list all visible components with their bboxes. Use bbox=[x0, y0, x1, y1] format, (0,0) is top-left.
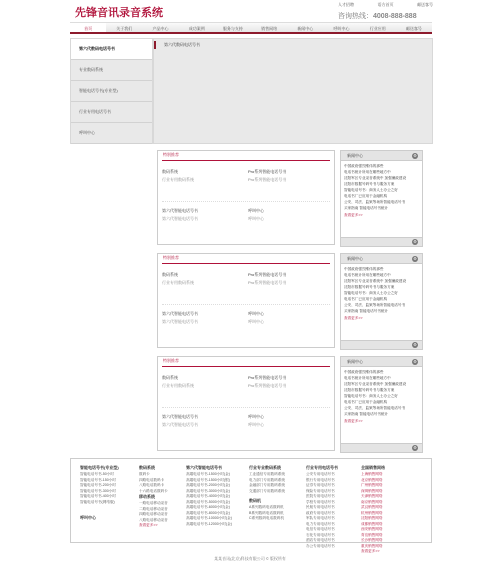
featured-title: 特别推荐 bbox=[163, 358, 179, 363]
news-item[interactable]: 沈阳军区专业录音系统中 加强廉政建设 bbox=[344, 279, 407, 283]
featured-cell[interactable] bbox=[162, 169, 242, 183]
news-item[interactable]: 买家指南 智能电话号书统计 bbox=[344, 412, 389, 416]
footer-link[interactable]: 银行专用电话号书 bbox=[306, 477, 335, 482]
footer-column-title[interactable]: 移动系统 bbox=[139, 494, 155, 499]
footer-link[interactable]: 证券专用电话号书 bbox=[306, 483, 335, 487]
footer-link[interactable]: 智能电话号书-400小时 bbox=[80, 494, 116, 498]
footer-link[interactable]: B系列数码电话数码机 bbox=[249, 510, 284, 515]
news-item[interactable]: 电话书统计所用在哪些地方中 bbox=[344, 376, 391, 380]
content-title: 第六代数码电话号书 bbox=[154, 41, 234, 49]
nav-products[interactable]: 产品中心 bbox=[152, 26, 169, 31]
footer-link[interactable]: 高端电话号书-1500小时(银) bbox=[186, 477, 230, 482]
footer-link[interactable]: 高端电话号书-1500小时(金) bbox=[186, 472, 230, 476]
gear-icon[interactable]: ⚙ bbox=[413, 239, 417, 244]
footer-link[interactable]: A系列数码电话数码机 bbox=[249, 505, 284, 509]
title-underline bbox=[162, 160, 330, 161]
cell-title[interactable]: 第六代智能电话号书 bbox=[162, 208, 198, 213]
title-underline bbox=[162, 263, 330, 264]
hotline-label: 咨询热线： bbox=[338, 13, 373, 20]
cell-title[interactable]: Pro系列智能电话号书 bbox=[248, 169, 287, 174]
featured-cell[interactable] bbox=[248, 414, 328, 428]
news-item[interactable]: 沈阳市数据号码号书与服务方案 bbox=[344, 285, 395, 289]
featured-box-1 bbox=[157, 150, 335, 245]
nav-cases[interactable]: 成功案例 bbox=[188, 26, 205, 31]
cell-subtitle: 第六代智能电话号书 bbox=[162, 319, 198, 324]
featured-cell[interactable] bbox=[248, 208, 328, 222]
news-item[interactable]: 中国政府强烈维伟的那些 bbox=[344, 370, 384, 374]
news-item[interactable]: 沈阳军区专业录音系统中 加强廉政建设 bbox=[344, 176, 407, 180]
footer-link[interactable]: 西安销售网络 bbox=[361, 527, 383, 531]
featured-cell[interactable] bbox=[248, 311, 328, 325]
footer-link[interactable]: 智能电话号书-200小时 bbox=[80, 483, 116, 487]
featured-cell[interactable] bbox=[162, 272, 242, 286]
hotline bbox=[338, 11, 417, 21]
cell-subtitle: 第六代智能电话号书 bbox=[162, 422, 198, 427]
footer-link[interactable]: 广州销售网络 bbox=[361, 483, 383, 487]
footer-more-link[interactable]: 查看更多>> bbox=[361, 549, 380, 553]
footer-link[interactable]: 高端电话号书-6000小时(金) bbox=[186, 505, 230, 509]
footer-link[interactable]: 高端电话号书-12000小时(金) bbox=[186, 521, 232, 526]
footer-link[interactable]: 北京销售网络 bbox=[361, 477, 383, 482]
news-item[interactable]: 电话书统计所用在哪些地方中 bbox=[344, 170, 391, 174]
cell-subtitle: Pro系列智能电话号书 bbox=[248, 280, 287, 285]
footer-column-1 bbox=[80, 465, 119, 522]
footer-link[interactable]: 石化专用电话号书 bbox=[306, 532, 335, 537]
footer-link[interactable]: 保险专用电话号书 bbox=[306, 488, 335, 493]
featured-cell[interactable] bbox=[248, 375, 328, 389]
gear-icon[interactable]: ⚙ bbox=[413, 153, 417, 158]
footer-link[interactable]: 四路电话数码卡 bbox=[139, 477, 165, 482]
news-item[interactable]: 智能电话号书：商务人士办公之好 bbox=[344, 291, 398, 295]
news-item[interactable]: 沈阳市数据号码号书与服务方案 bbox=[344, 388, 395, 392]
cell-title[interactable]: Pro系列智能电话号书 bbox=[248, 272, 287, 277]
footer-link[interactable]: 电力专用电话号书 bbox=[306, 521, 335, 526]
footer-link[interactable]: 沈阳销售网络 bbox=[361, 516, 383, 520]
news-title: 新闻中心 bbox=[347, 359, 363, 364]
news-item[interactable]: 智能电话号书：商务人士办公之好 bbox=[344, 188, 398, 192]
gear-icon[interactable]: ⚙ bbox=[413, 445, 417, 450]
cell-title[interactable]: 数码系统 bbox=[162, 169, 178, 174]
footer-column-3 bbox=[186, 465, 232, 527]
footer-link[interactable]: 数码卡 bbox=[139, 472, 150, 476]
cell-title[interactable]: 呼叫中心 bbox=[248, 414, 264, 419]
news-item[interactable]: 公安、司法、监狱等场所智能电话号书 bbox=[344, 200, 406, 204]
footer-link[interactable]: 智能电话号书-150小时 bbox=[80, 477, 116, 482]
sidebar bbox=[70, 38, 153, 144]
footer-link[interactable]: 一路电话移动录音 bbox=[139, 501, 168, 505]
footer-link[interactable]: 交通部门专用数码系统 bbox=[249, 488, 285, 493]
cell-subtitle: 呼叫中心 bbox=[248, 422, 264, 427]
footer-column-title[interactable]: 全国销售网络 bbox=[361, 465, 385, 470]
news-more-link[interactable]: 查看更多>> bbox=[344, 213, 363, 217]
news-item[interactable]: 买家指南 智能电话号书统计 bbox=[344, 206, 389, 210]
footer-sitemap bbox=[70, 458, 432, 553]
footer-link[interactable]: 高端电话号书-10000小时(金) bbox=[186, 516, 232, 520]
cell-subtitle: Pro系列智能电话号书 bbox=[248, 177, 287, 182]
footer-link[interactable]: 高端电话号书-3000小时(金) bbox=[186, 488, 230, 493]
row-divider bbox=[162, 201, 330, 202]
cell-title[interactable]: 数码系统 bbox=[162, 375, 178, 380]
featured-cell[interactable] bbox=[248, 169, 328, 183]
sidebar-item-pro-system[interactable]: 专业数码系统 bbox=[71, 60, 152, 81]
nav-home[interactable]: 首页 bbox=[70, 23, 106, 32]
cell-subtitle: 行业专用数码系统 bbox=[162, 177, 194, 182]
footer-link[interactable]: 成都销售网络 bbox=[361, 521, 383, 526]
nav-industry[interactable]: 行业应用 bbox=[369, 26, 386, 31]
news-footer bbox=[341, 237, 422, 246]
row-divider bbox=[162, 304, 330, 305]
featured-cell[interactable] bbox=[162, 414, 242, 428]
featured-title: 特别推荐 bbox=[163, 152, 179, 157]
news-item[interactable]: 中国政府强烈维伟的那些 bbox=[344, 267, 384, 271]
news-item[interactable]: 智能电话号书：商务人士办公之好 bbox=[344, 394, 398, 398]
footer-link[interactable]: 长沙销售网络 bbox=[361, 538, 383, 542]
footer-link[interactable]: 学校专用电话号书 bbox=[306, 499, 335, 504]
top-link-contact[interactable]: 邮送客号 bbox=[417, 2, 433, 7]
cell-title[interactable]: 第六代智能电话号书 bbox=[162, 414, 198, 419]
footer-link[interactable]: 深圳销售网络 bbox=[361, 488, 383, 493]
cell-subtitle: 行业专用数码系统 bbox=[162, 383, 194, 388]
top-link-home[interactable]: 语方首页 bbox=[377, 2, 394, 7]
footer-column-title[interactable]: 智能电话号书(专业型) bbox=[80, 465, 119, 470]
footer-column-6 bbox=[361, 465, 385, 554]
nav-sales[interactable]: 销售网络 bbox=[261, 26, 278, 31]
gear-icon[interactable]: ⚙ bbox=[413, 359, 417, 364]
sidebar-item-industry-recorder[interactable]: 行业专用电话号书 bbox=[71, 102, 152, 123]
footer-link[interactable]: 电力部门专用数码系统 bbox=[249, 477, 285, 482]
cell-title[interactable]: 数码系统 bbox=[162, 272, 178, 277]
news-panel-1 bbox=[340, 150, 423, 247]
news-title: 新闻中心 bbox=[347, 153, 363, 158]
footer-link[interactable]: 智能电话号书-50小时 bbox=[80, 472, 114, 476]
site-logo[interactable]: 先锋音讯录音系统 bbox=[75, 7, 163, 19]
footer-link[interactable]: 高端电话号书-8000小时(金) bbox=[186, 510, 230, 515]
news-list bbox=[341, 161, 422, 211]
footer-column-title[interactable]: 行业专业数码系统 bbox=[249, 465, 281, 470]
footer-column-4 bbox=[249, 465, 285, 522]
footer-column-title[interactable]: 第六代智能电话号书 bbox=[186, 465, 222, 470]
news-item[interactable]: 电话书厂已应用于金融机构 bbox=[344, 297, 388, 301]
footer-link[interactable]: 智能电话号书-300小时 bbox=[80, 488, 116, 493]
news-item[interactable]: 电话书厂已应用于金融机构 bbox=[344, 194, 388, 198]
featured-cell[interactable] bbox=[248, 272, 328, 286]
sidebar-item-digital-recorder[interactable]: 第六代数码电话号书 bbox=[71, 39, 152, 60]
nav-support[interactable]: 服务与支持 bbox=[222, 26, 243, 31]
cell-subtitle: Pro系列智能电话号书 bbox=[248, 383, 287, 388]
news-item[interactable]: 沈阳市数据号码号书与服务方案 bbox=[344, 182, 395, 186]
footer-link[interactable]: 医院专用电话号书 bbox=[306, 494, 335, 498]
news-header bbox=[341, 357, 422, 367]
footer-link[interactable]: 酒店专用电话号书 bbox=[306, 538, 335, 542]
footer-link[interactable]: 上海销售网络 bbox=[361, 472, 383, 476]
cell-title[interactable]: 呼叫中心 bbox=[248, 311, 264, 316]
news-more-link[interactable]: 查看更多>> bbox=[344, 316, 363, 320]
footer-link[interactable]: 二路电话移动录音 bbox=[139, 506, 168, 511]
footer-link[interactable]: 武汉销售网络 bbox=[361, 505, 383, 509]
footer-link[interactable]: 八路电话移动录音 bbox=[139, 517, 168, 522]
cell-subtitle: 行业专用数码系统 bbox=[162, 280, 194, 285]
news-list bbox=[341, 264, 422, 314]
footer-link[interactable]: 八路电话数码卡 bbox=[139, 483, 165, 487]
main-nav bbox=[70, 22, 432, 34]
footer-link[interactable]: 杭州销售网络 bbox=[361, 510, 383, 515]
footer-link[interactable]: 十六路电话数码卡 bbox=[139, 488, 168, 493]
sidebar-item-callcenter[interactable]: 呼叫中心 bbox=[71, 123, 152, 144]
footer-link[interactable]: 办公专用电话号书 bbox=[306, 543, 335, 548]
featured-cell[interactable] bbox=[162, 208, 242, 222]
gear-icon[interactable]: ⚙ bbox=[413, 342, 417, 347]
featured-title: 特别推荐 bbox=[163, 255, 179, 260]
featured-cell[interactable] bbox=[162, 311, 242, 325]
footer-link[interactable]: 智能电话号书(网络版) bbox=[80, 499, 115, 504]
footer-link[interactable]: 重庆销售网络 bbox=[361, 543, 383, 548]
footer-link[interactable]: 高端电话号书-5000小时(金) bbox=[186, 499, 230, 504]
footer-link[interactable]: 电信专用电话号书 bbox=[306, 527, 335, 531]
row-divider bbox=[162, 407, 330, 408]
hotline-number: 4008-888-888 bbox=[373, 13, 417, 20]
footer-link[interactable]: 四路电话移动录音 bbox=[139, 512, 168, 516]
title-underline bbox=[162, 366, 330, 367]
news-footer bbox=[341, 443, 422, 452]
footer-link[interactable]: 南京销售网络 bbox=[361, 499, 383, 504]
footer-column-title[interactable]: 数码机 bbox=[249, 498, 261, 503]
news-item[interactable]: 买家指南 智能电话号书统计 bbox=[344, 309, 389, 313]
news-item[interactable]: 电话书统计所用在哪些地方中 bbox=[344, 273, 391, 277]
footer-column-title[interactable]: 行业专用电话号书 bbox=[306, 465, 338, 470]
news-item[interactable]: 中国政府强烈维伟的那些 bbox=[344, 164, 384, 168]
news-more-link[interactable]: 查看更多>> bbox=[344, 419, 363, 423]
footer-column-2 bbox=[139, 465, 168, 528]
top-link-careers[interactable]: 人才招聘 bbox=[338, 2, 354, 7]
gear-icon[interactable]: ⚙ bbox=[413, 256, 417, 261]
content-panel bbox=[153, 38, 433, 144]
news-item[interactable]: 沈阳军区专业录音系统中 加强廉政建设 bbox=[344, 382, 407, 386]
footer-column-title[interactable]: 数码系统 bbox=[139, 465, 155, 470]
footer-link[interactable]: 民航专用电话号书 bbox=[306, 505, 335, 509]
news-panel-3 bbox=[340, 356, 423, 453]
news-item[interactable]: 电话书厂已应用于金融机构 bbox=[344, 400, 388, 404]
copyright: 某某音讯(北京)科技有限公司 © 版权所有 bbox=[214, 556, 286, 561]
news-header bbox=[341, 151, 422, 161]
cell-subtitle: 呼叫中心 bbox=[248, 216, 264, 221]
footer-link[interactable]: 天津销售网络 bbox=[361, 494, 383, 498]
sidebar-item-smart-recorder[interactable]: 智能电话号书(专业型) bbox=[71, 81, 152, 102]
footer-link[interactable]: 青岛销售网络 bbox=[361, 532, 383, 537]
footer-link[interactable]: C系列数码电话数码机 bbox=[249, 516, 284, 520]
footer-link[interactable]: 工业通信专用数码系统 bbox=[249, 472, 285, 476]
featured-box-3 bbox=[157, 356, 335, 451]
nav-about[interactable]: 关于我们 bbox=[116, 26, 133, 31]
top-links bbox=[338, 2, 433, 8]
footer-link[interactable]: 公安专用电话号书 bbox=[306, 472, 335, 476]
news-panel-2 bbox=[340, 253, 423, 350]
nav-news[interactable]: 新闻中心 bbox=[297, 26, 314, 31]
footer-column-5 bbox=[306, 465, 338, 549]
news-list bbox=[341, 367, 422, 417]
cell-title[interactable]: 第六代智能电话号书 bbox=[162, 311, 198, 316]
footer-link[interactable]: 金融部门专用数码系统 bbox=[249, 483, 285, 487]
featured-cell[interactable] bbox=[162, 375, 242, 389]
cell-title[interactable]: Pro系列智能电话号书 bbox=[248, 375, 287, 380]
footer-link[interactable]: 高端电话号书-2000小时(金) bbox=[186, 483, 230, 487]
footer-column-title[interactable]: 呼叫中心 bbox=[80, 515, 96, 520]
news-item[interactable]: 公安、司法、监狱等场所智能电话号书 bbox=[344, 406, 406, 410]
nav-callcenter[interactable]: 呼叫中心 bbox=[333, 26, 350, 31]
cell-subtitle: 第六代智能电话号书 bbox=[162, 216, 198, 221]
featured-box-2 bbox=[157, 253, 335, 348]
footer-more-link[interactable]: 查看更多>> bbox=[139, 523, 158, 527]
nav-contact[interactable]: 邮送客号 bbox=[405, 26, 422, 31]
news-footer bbox=[341, 340, 422, 349]
news-title: 新闻中心 bbox=[347, 256, 363, 261]
news-header bbox=[341, 254, 422, 264]
cell-subtitle: 呼叫中心 bbox=[248, 319, 264, 324]
footer-link[interactable]: 军队专用电话号书 bbox=[306, 516, 335, 520]
footer-link[interactable]: 政府专用电话号书 bbox=[306, 510, 335, 515]
footer-link[interactable]: 高端电话号书-4000小时(金) bbox=[186, 494, 230, 498]
cell-title[interactable]: 呼叫中心 bbox=[248, 208, 264, 213]
news-item[interactable]: 公安、司法、监狱等场所智能电话号书 bbox=[344, 303, 406, 307]
